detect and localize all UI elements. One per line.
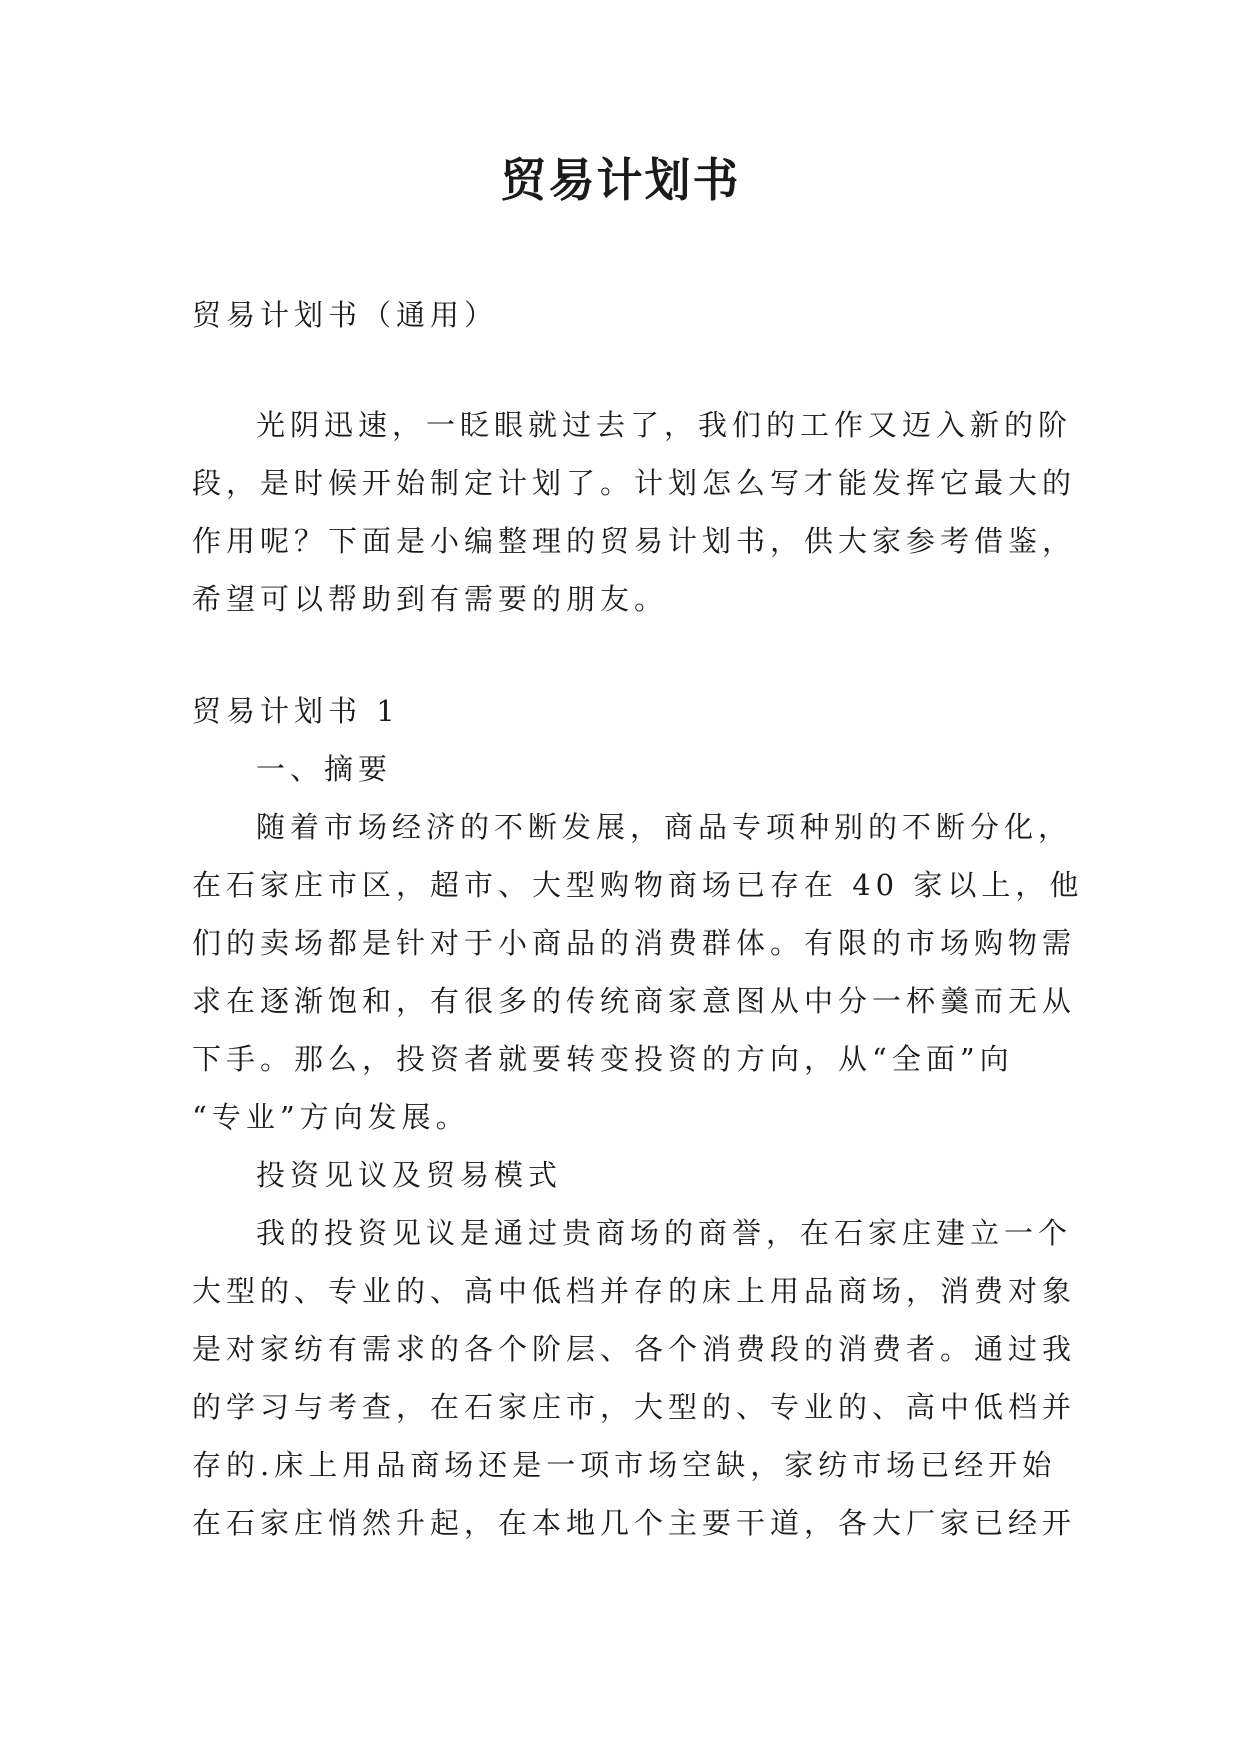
investment-line: 在石家庄悄然升起，在本地几个主要干道，各大厂家已经开 <box>192 1506 1077 1540</box>
intro-line: 希望可以帮助到有需要的朋友。 <box>192 582 669 616</box>
document-title: 贸易计划书 <box>500 153 741 207</box>
investment-line: 存的.床上用品商场还是一项市场空缺，家纺市场已经开始 <box>192 1448 1057 1482</box>
summary-line: 在石家庄市区，超市、大型购物商场已存在 40 家以上，他 <box>192 868 1084 902</box>
summary-line: “专业”方向发展。 <box>192 1100 470 1134</box>
summary-heading: 一、摘要 <box>256 752 393 786</box>
investment-heading: 投资见议及贸易模式 <box>256 1158 563 1192</box>
intro-line: 作用呢？下面是小编整理的贸易计划书，供大家参考借鉴， <box>192 524 1077 558</box>
intro-line: 段，是时候开始制定计划了。计划怎么写才能发挥它最大的 <box>192 466 1077 500</box>
summary-line: 随着市场经济的不断发展，商品专项种别的不断分化， <box>256 810 1073 844</box>
investment-line: 我的投资见议是通过贵商场的商誉，在石家庄建立一个 <box>256 1216 1073 1250</box>
intro-line: 光阴迅速，一眨眼就过去了，我们的工作又迈入新的阶 <box>256 408 1073 442</box>
investment-line: 大型的、专业的、高中低档并存的床上用品商场，消费对象 <box>192 1274 1077 1308</box>
investment-line: 是对家纺有需求的各个阶层、各个消费段的消费者。通过我 <box>192 1332 1077 1366</box>
document-subtitle: 贸易计划书（通用） <box>192 298 499 332</box>
summary-line: 下手。那么，投资者就要转变投资的方向，从“全面”向 <box>192 1042 1014 1076</box>
summary-line: 们的卖场都是针对于小商品的消费群体。有限的市场购物需 <box>192 926 1077 960</box>
section-title: 贸易计划书 1 <box>192 694 400 728</box>
summary-line: 求在逐渐饱和，有很多的传统商家意图从中分一杯羹而无从 <box>192 984 1077 1018</box>
investment-line: 的学习与考查，在石家庄市，大型的、专业的、高中低档并 <box>192 1390 1077 1424</box>
